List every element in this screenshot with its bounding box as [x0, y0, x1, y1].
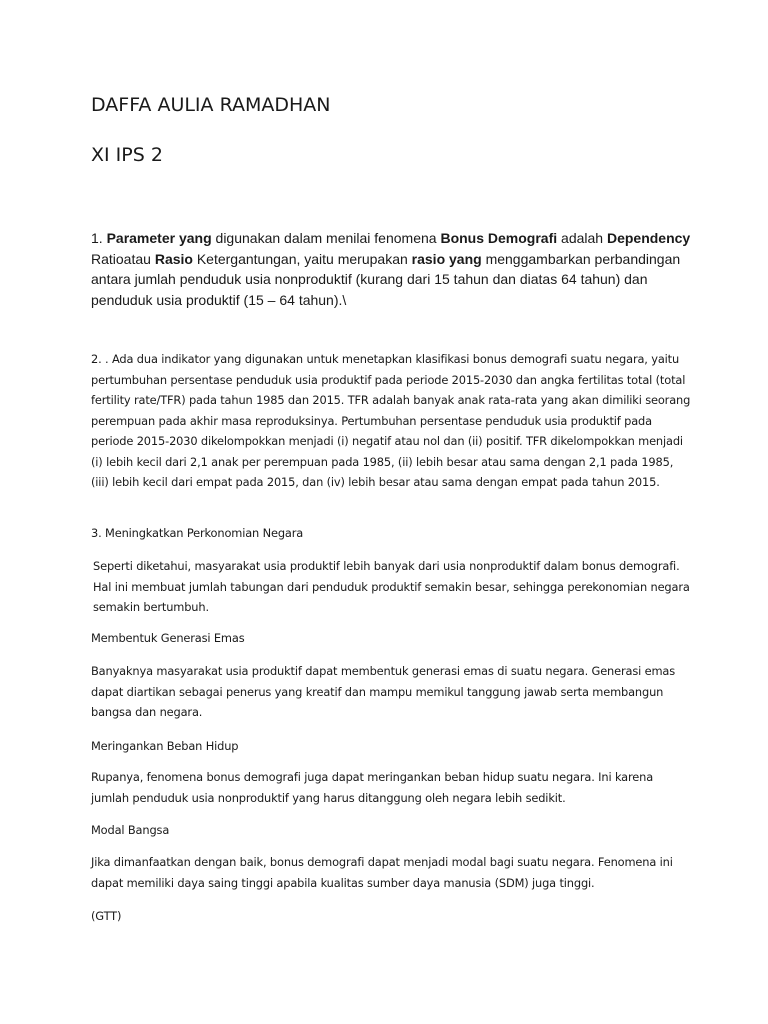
answer-3-paragraph: Seperti diketahui, masyarakat usia produktif lebih banyak dari usia nonproduktif dalam bonus demografi. Hal ini membuat jumlah tabungan dari penduduk produktif semakin besar, sehingga perekonomian negara semakin bertumbuh.: [93, 559, 690, 614]
answer-1-text-e: menggambarkan perbandingan antara jumlah penduduk usia nonproduktif (kurang dari 15 tahun dan diatas 64 tahun) dan penduduk usia produktif (15 – 64 tahun).\: [91, 250, 681, 308]
answer-1-bold-parameter: Parameter yang: [106, 230, 212, 246]
answer-1-number: 1.: [91, 230, 107, 246]
section-emas-paragraph: Banyaknya masyarakat usia produktif dapat membentuk generasi emas di suatu negara. Generasi emas dapat diartikan sebagai penerus yang kreatif dan mampu memikul tanggung jawab serta membangun bangsa dan negara.: [91, 664, 676, 719]
answer-1-text-b: adalah: [557, 230, 607, 246]
answer-1-text-c: Ratioatau: [91, 250, 155, 267]
section-beban-paragraph: Rupanya, fenomena bonus demografi juga dapat meringankan beban hidup suatu negara. Ini karena jumlah penduduk usia nonproduktif yang harus ditanggung oleh negara lebih sedikit.: [91, 770, 654, 805]
answer-3-heading: 3. Meningkatkan Perkonomian Negara: [91, 526, 304, 540]
section-beban-heading: Meringankan Beban Hidup: [91, 739, 239, 753]
student-class: XI IPS 2: [91, 144, 163, 166]
answer-1-bold-bonus: Bonus Demografi: [440, 230, 558, 246]
closing-note: (GTT): [91, 909, 122, 923]
section-modal-heading: Modal Bangsa: [91, 823, 170, 837]
student-name: DAFFA AULIA RAMADHAN: [91, 94, 331, 116]
answer-1-bold-dependency: Dependency: [606, 230, 691, 246]
answer-1-paragraph: [91, 228, 691, 310]
answer-1-text-d: Ketergantungan, yaitu merupakan: [192, 250, 412, 267]
section-modal-paragraph: Jika dimanfaatkan dengan baik, bonus demografi dapat menjadi modal bagi suatu negara. Fenomena ini dapat memiliki daya saing tinggi apabila kualitas sumber daya manusia (SDM) juga tinggi.: [91, 855, 673, 890]
answer-2-paragraph: 2. . Ada dua indikator yang digunakan untuk menetapkan klasifikasi bonus demografi suatu negara, yaitu pertumbuhan persentase penduduk usia produktif pada periode 2015-2030 dan angka fertilitas total (total fertility rate/TFR) pada tahun 1985 dan 2015. TFR adalah banyak anak rata-rata yang akan dimiliki seorang perempuan pada akhir masa reproduksinya. Pertumbuhan persentase penduduk usia produktif pada periode 2015-2030 dikelompokkan menjadi (i) negatif atau nol dan (ii) positif. TFR dikelompokkan menjadi (i) lebih kecil dari 2,1 anak per perempuan pada 1985, (ii) lebih besar atau sama dengan 2,1 pada 1985, (iii) lebih kecil dari empat pada 2015, dan (iv) lebih besar atau sama dengan empat pada tahun 2015.: [91, 352, 691, 489]
section-emas-heading: Membentuk Generasi Emas: [91, 631, 245, 645]
answer-1-bold-rasio: Rasio: [154, 250, 193, 267]
answer-1-bold-rasio-yang: rasio yang: [411, 250, 482, 267]
answer-1-text-a: digunakan dalam menilai fenomena: [211, 230, 441, 246]
